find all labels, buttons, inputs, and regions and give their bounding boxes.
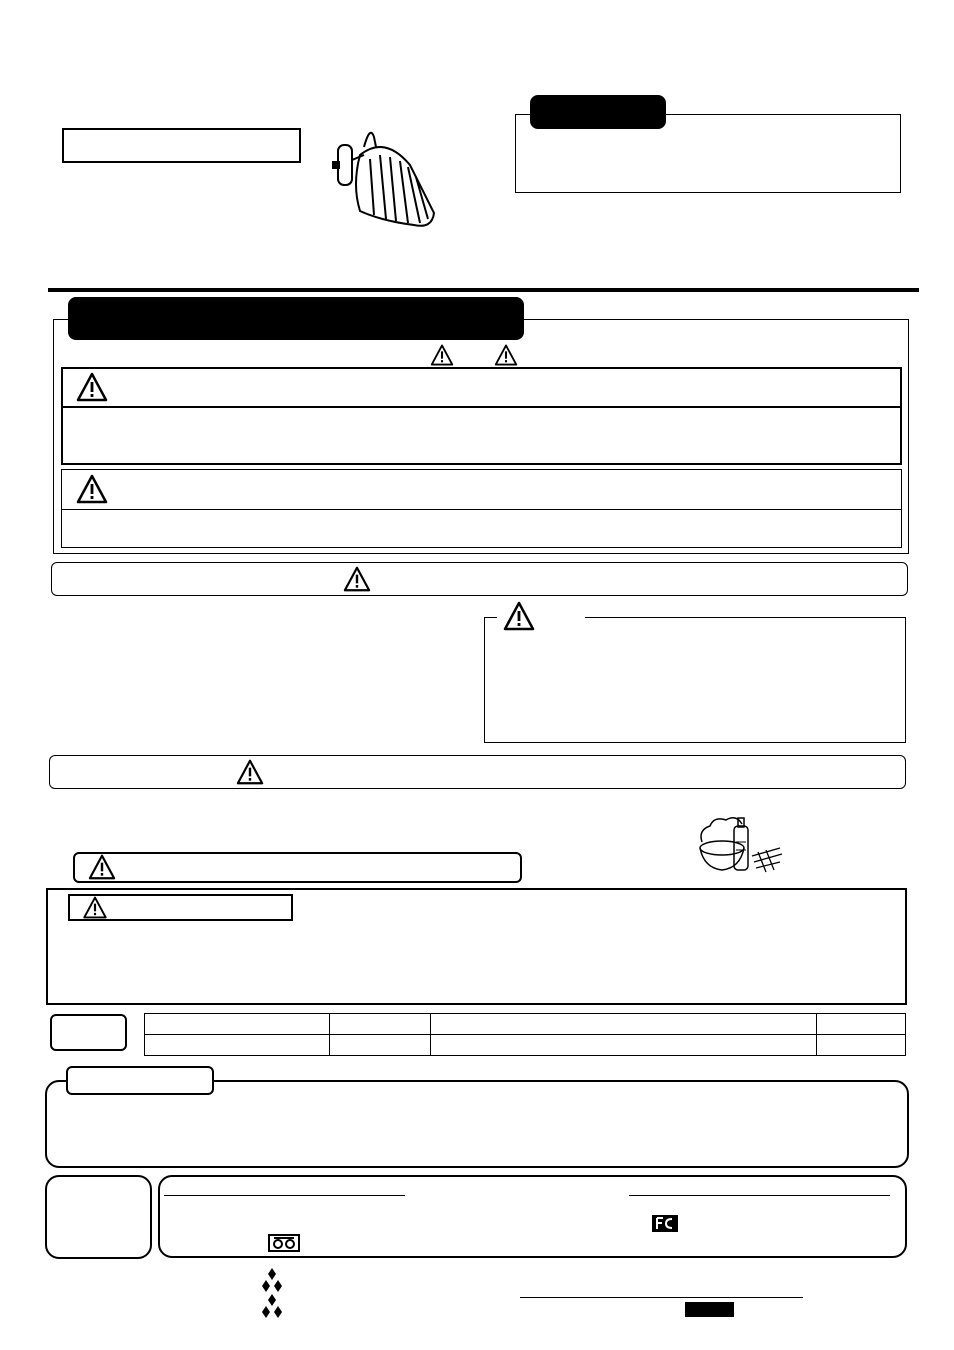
notice-heading-bar <box>530 95 666 129</box>
table-row <box>145 1014 906 1035</box>
table-row <box>145 1035 906 1056</box>
contact-heading-label <box>66 1066 214 1095</box>
cleaning-supplies-illustration <box>696 812 786 876</box>
warning-icon <box>343 566 371 592</box>
support-underline-right <box>629 1195 890 1196</box>
warning-icon <box>236 759 264 785</box>
warning-icon <box>88 854 116 880</box>
table-cell <box>430 1035 816 1056</box>
table-cell <box>330 1035 431 1056</box>
warning-icon <box>494 344 518 366</box>
support-underline-left <box>164 1195 405 1196</box>
three-diamond-logo-icon <box>259 1294 285 1318</box>
footer-underline <box>520 1297 803 1298</box>
warning-level-body <box>61 406 902 465</box>
support-label-box <box>45 1175 152 1259</box>
freedial-icon <box>268 1234 300 1252</box>
table-cell <box>330 1014 431 1035</box>
warning-icon <box>76 372 108 402</box>
warning-icon <box>76 474 108 504</box>
caution-level-header <box>61 469 902 510</box>
table-cell <box>817 1014 906 1035</box>
model-name-box <box>62 128 301 163</box>
table-cell <box>145 1014 330 1035</box>
spec-table <box>144 1013 906 1056</box>
warning-icon <box>430 344 454 366</box>
safety-heading-bar <box>68 297 524 340</box>
warning-level-header <box>61 367 902 408</box>
section-divider <box>48 288 919 292</box>
caution-level-body <box>61 509 902 548</box>
caution-side-box <box>484 617 906 743</box>
table-cell <box>145 1035 330 1056</box>
spec-label <box>50 1014 127 1051</box>
warning-icon <box>503 601 535 631</box>
spotlight-lamp-illustration <box>330 125 440 230</box>
three-diamond-logo-icon <box>259 1268 285 1292</box>
footer-black-tag <box>685 1302 734 1317</box>
prohibition-banner <box>73 852 522 883</box>
table-cell <box>817 1035 906 1056</box>
usage-warning-banner <box>49 755 906 789</box>
fax-icon <box>652 1215 678 1232</box>
installation-warning-banner <box>51 562 908 596</box>
warning-icon <box>82 896 108 919</box>
table-cell <box>430 1014 816 1035</box>
